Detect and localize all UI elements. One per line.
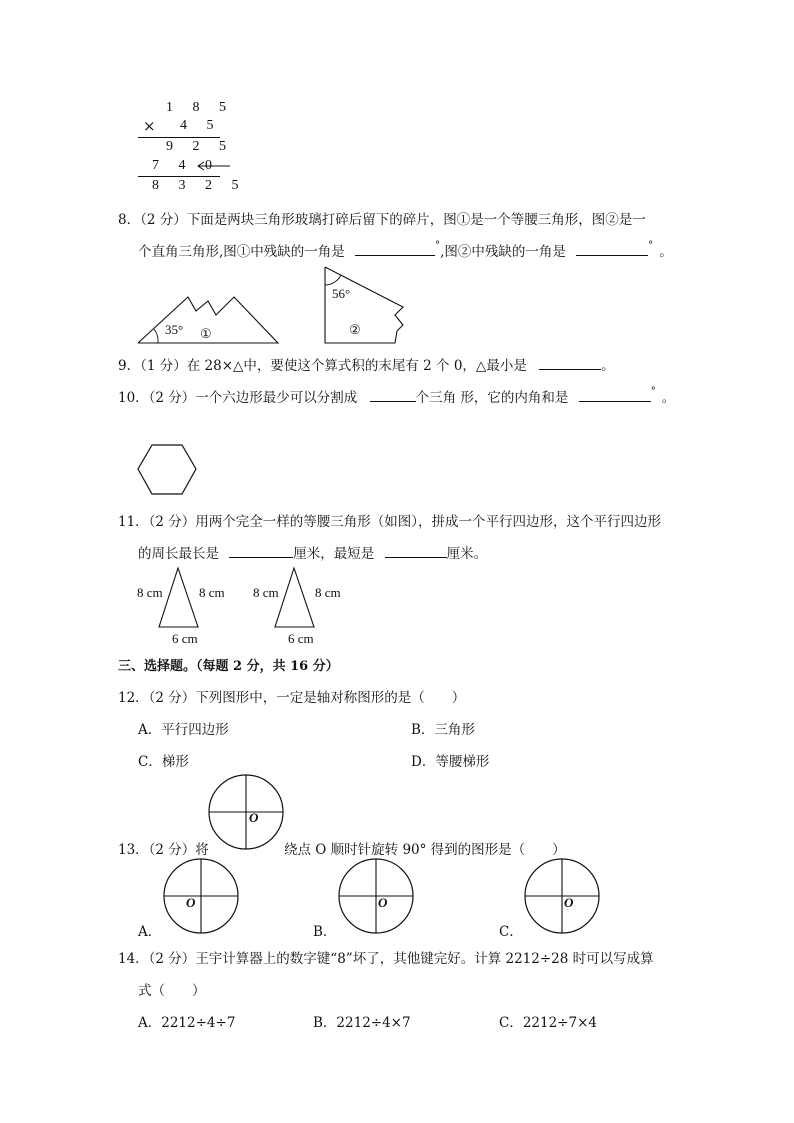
fig1-angle: 35° bbox=[165, 322, 184, 337]
calc-row-1: 1 8 5 bbox=[166, 100, 234, 115]
q10-blank-1[interactable] bbox=[370, 387, 416, 402]
hexagon-figure bbox=[138, 444, 198, 496]
arrow-left-icon bbox=[196, 160, 232, 172]
q13-original-center: O bbox=[249, 810, 259, 825]
tri1-left-side: 8 cm bbox=[137, 585, 163, 600]
question-9: 9．（1 分）在 28×△中，要使这个算式积的末尾有 2 个 0，△最小是 。 bbox=[118, 354, 615, 374]
q10-blank-2[interactable] bbox=[579, 387, 651, 402]
tri2-left-side: 8 cm bbox=[253, 585, 279, 600]
q13-option-c[interactable]: C． bbox=[499, 924, 523, 940]
q9-blank[interactable] bbox=[539, 355, 601, 370]
calc-row-3: 9 2 5 bbox=[166, 139, 234, 154]
q8-line-2: 个直角三角形,图①中残缺的一角是 °,图②中残缺的一角是 ° 。 bbox=[138, 240, 673, 260]
tri2-base: 6 cm bbox=[288, 631, 314, 646]
tri1-base: 6 cm bbox=[172, 631, 198, 646]
calc-row-2: 4 5 bbox=[180, 118, 222, 133]
q11-blank-2[interactable] bbox=[385, 543, 447, 558]
fig1-label: ① bbox=[200, 326, 212, 341]
q13-option-b[interactable]: B． bbox=[313, 924, 337, 940]
q13-option-b-circle[interactable] bbox=[337, 857, 415, 935]
section-3-title: 三、选择题。（每题 2 分，共 16 分） bbox=[118, 659, 339, 674]
q12-option-d[interactable]: D．等腰梯形 bbox=[411, 754, 490, 770]
q13-a-center: O bbox=[186, 895, 196, 910]
q13-text-a: 13．（2 分）将 bbox=[118, 842, 209, 858]
q11-line-2: 的周长最长是 厘米，最短是 厘米。 bbox=[138, 542, 487, 562]
isosceles-triangle-1 bbox=[158, 567, 200, 629]
multiply-sign: × bbox=[143, 117, 156, 135]
q13-option-a[interactable]: A． bbox=[138, 924, 162, 940]
q12-option-c[interactable]: C．梯形 bbox=[138, 754, 189, 770]
q13-b-center: O bbox=[378, 895, 388, 910]
q14-line-2: 式（ ） bbox=[138, 983, 206, 999]
q14-option-c[interactable]: C．2212÷7×4 bbox=[499, 1015, 597, 1031]
calc-line-2 bbox=[138, 176, 220, 177]
q13-text-b: 绕点 O 顺时针旋转 90° 得到的图形是（ ） bbox=[284, 842, 566, 858]
q12-option-a[interactable]: A．平行四边形 bbox=[138, 722, 229, 738]
isosceles-triangle-2 bbox=[274, 567, 316, 629]
q14-option-b[interactable]: B．2212÷4×7 bbox=[313, 1015, 411, 1031]
q13-c-center: O bbox=[564, 895, 574, 910]
fig2-angle: 56° bbox=[332, 286, 351, 301]
fig2-label: ② bbox=[349, 322, 361, 337]
q13-option-a-circle[interactable] bbox=[162, 857, 240, 935]
q12-option-b[interactable]: B．三角形 bbox=[411, 722, 475, 738]
q8-line-1: 8．（2 分）下面是两块三角形玻璃打碎后留下的碎片，图①是一个等腰三角形，图②是一 bbox=[118, 212, 646, 228]
q13-option-c-circle[interactable] bbox=[523, 857, 601, 935]
q13-original-circle bbox=[207, 773, 285, 851]
q8-blank-2[interactable] bbox=[576, 241, 648, 256]
q11-blank-1[interactable] bbox=[229, 543, 293, 558]
calc-line-1 bbox=[138, 137, 220, 138]
calc-row-5: 8 3 2 5 bbox=[152, 178, 247, 193]
calc-row-4: 7 4 0 bbox=[152, 158, 220, 173]
tri1-right-side: 8 cm bbox=[199, 585, 225, 600]
question-10: 10．（2 分）一个六边形最少可以分割成 个三角 形，它的内角和是 ° 。 bbox=[118, 386, 676, 406]
q8-blank-1[interactable] bbox=[355, 241, 435, 256]
broken-right-triangle bbox=[323, 265, 407, 347]
q14-line-1: 14．（2 分）王宇计算器上的数字键“8”坏了，其他键完好。计算 2212÷28 时可以写成算 bbox=[118, 951, 654, 967]
q14-option-a[interactable]: A．2212÷4÷7 bbox=[138, 1015, 236, 1031]
tri2-right-side: 8 cm bbox=[315, 585, 341, 600]
q11-line-1: 11．（2 分）用两个完全一样的等腰三角形（如图），拼成一个平行四边形，这个平行四边形 bbox=[118, 514, 662, 530]
q12-text: 12．（2 分）下列图形中，一定是轴对称图形的是（ ） bbox=[118, 690, 466, 706]
